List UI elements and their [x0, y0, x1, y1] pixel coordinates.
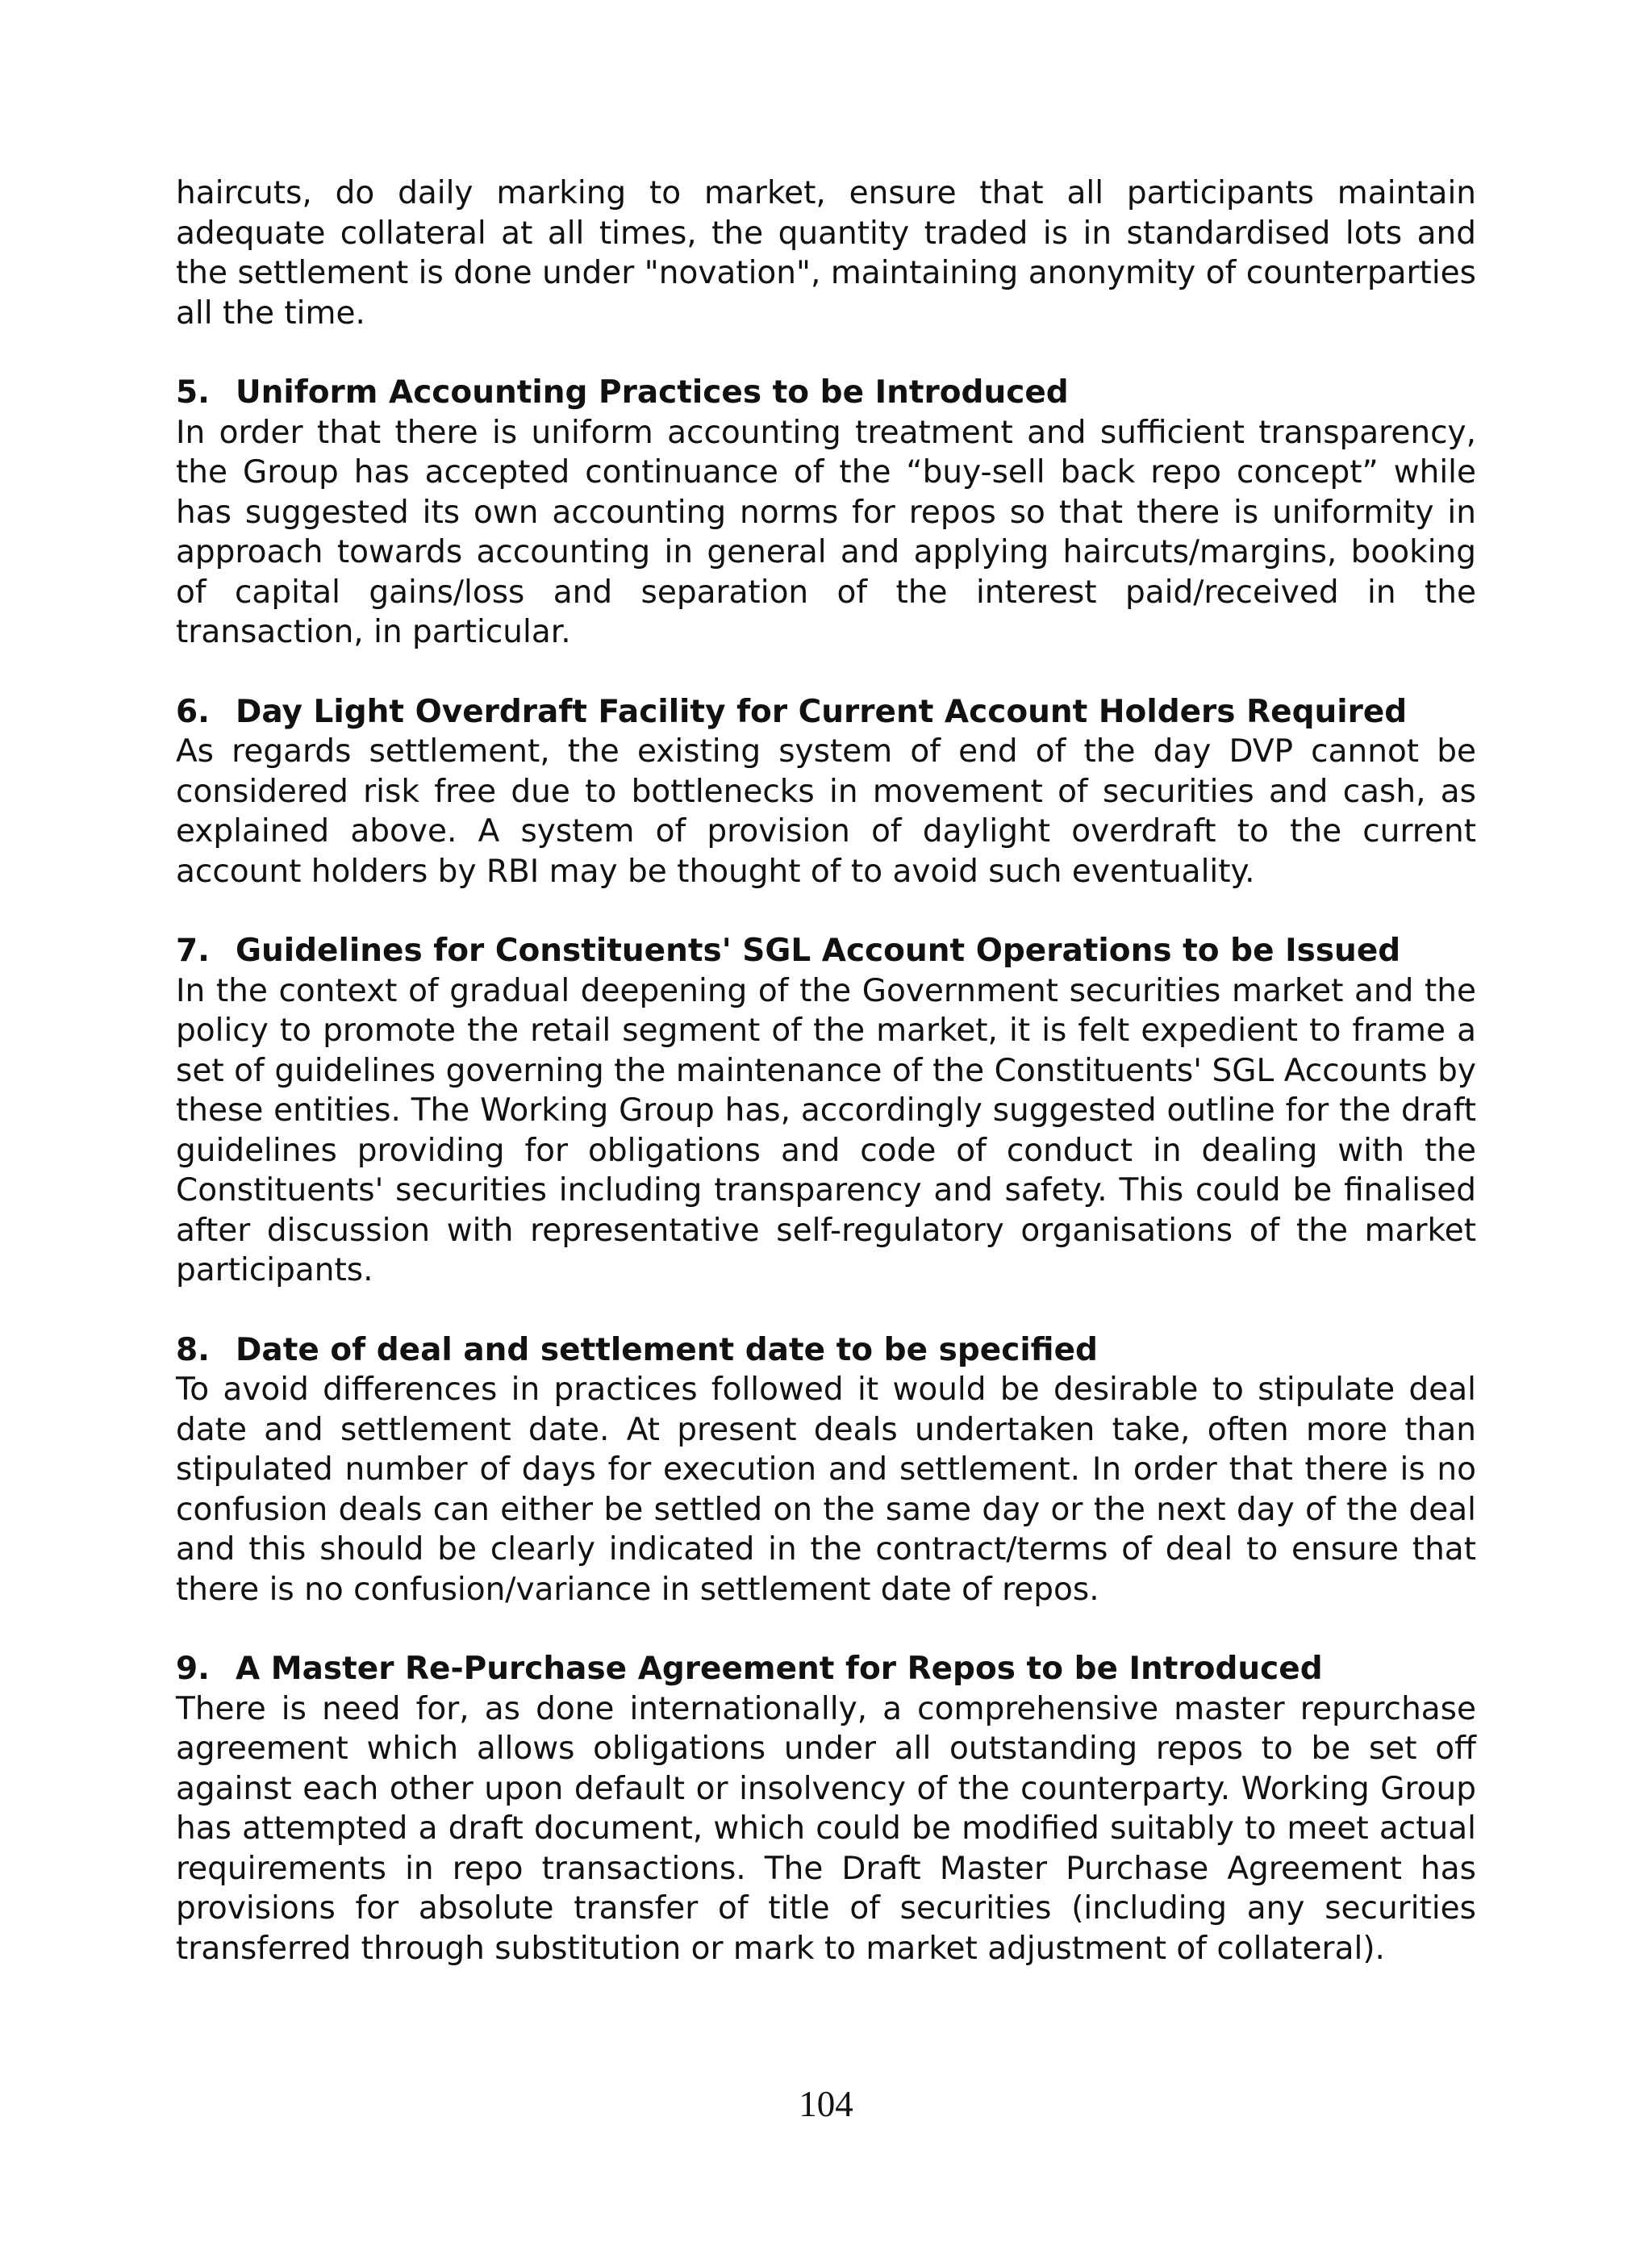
section-body: In order that there is uniform accounting treatment and sufficient transparency, the Group has accepted continuance of the “buy-sell back repo concept” while has suggested its own accounting norms for repos so that there is uniformity in approach towards accounting in general and applying haircuts/margins, booking of capital gains/loss and separation of the interest paid/received in the transaction, in particular.	[176, 414, 1476, 650]
section-title: Day Light Overdraft Facility for Current Account Holders Required	[236, 693, 1408, 730]
section-title: Date of deal and settlement date to be specified	[236, 1331, 1098, 1368]
section-body: To avoid differences in practices followed it would be desirable to stipulate deal date and settlement date. At present deals undertaken take, often more than stipulated number of days for execution and settlement. In order that there is no confusion deals can either be settled on the same day or the next day of the deal and this should be clearly indicated in the contract/terms of deal to ensure that there is no confusion/variance in settlement date of repos.	[176, 1372, 1476, 1608]
section-heading	[176, 1649, 1476, 1689]
section-heading	[176, 931, 1476, 971]
section-title: Guidelines for Constituents' SGL Account Operations to be Issued	[236, 933, 1401, 969]
section-body: In the context of gradual deepening of the Government securities market and the policy to promote the retail segment of the market, it is felt expedient to frame a set of guidelines governing the maintenance of the Constituents' SGL Accounts by these entities. The Working Group has, accordingly suggested outline for the draft guidelines providing for obligations and code of conduct in dealing with the Constituents' securities including transparency and safety. This could be finalised after discussion with representative self-regulatory organisations of the market participants.	[176, 972, 1476, 1288]
section-number: 5.	[176, 374, 210, 411]
section-number: 6.	[176, 693, 210, 730]
section-7	[176, 931, 1476, 1291]
section-heading	[176, 373, 1476, 413]
section-number: 9.	[176, 1651, 210, 1687]
intro-paragraph: haircuts, do daily marking to market, ensure that all participants maintain adequate collateral at all times, the quantity traded is in standardised lots and the settlement is done under "novation", maintaining anonymity of counterparties all the time.	[176, 175, 1476, 332]
section-5	[176, 373, 1476, 653]
section-heading	[176, 692, 1476, 733]
section-8	[176, 1330, 1476, 1610]
page-number: 104	[799, 2084, 853, 2124]
section-heading	[176, 1330, 1476, 1371]
section-number: 8.	[176, 1331, 210, 1368]
document-page	[176, 173, 1476, 1969]
section-number: 7.	[176, 933, 210, 969]
section-body: There is need for, as done internationally, a comprehensive master repurchase agreement which allows obligations under all outstanding repos to be set off against each other upon default or insolvency of the counterparty. Working Group has attempted a draft document, which could be modified suitably to meet actual requirements in repo transactions. The Draft Master Purchase Agreement has provisions for absolute transfer of title of securities (including any securities transferred through substitution or mark to market adjustment of collateral).	[176, 1690, 1476, 1967]
section-title: A Master Re-Purchase Agreement for Repos to be Introduced	[236, 1651, 1323, 1687]
section-6	[176, 692, 1476, 892]
section-title: Uniform Accounting Practices to be Introduced	[236, 374, 1069, 411]
section-body: As regards settlement, the existing system of end of the day DVP cannot be considered risk free due to bottlenecks in movement of securities and cash, as explained above. A system of provision of daylight overdraft to the current account holders by RBI may be thought of to avoid such eventuality.	[176, 733, 1476, 890]
section-9	[176, 1649, 1476, 1969]
